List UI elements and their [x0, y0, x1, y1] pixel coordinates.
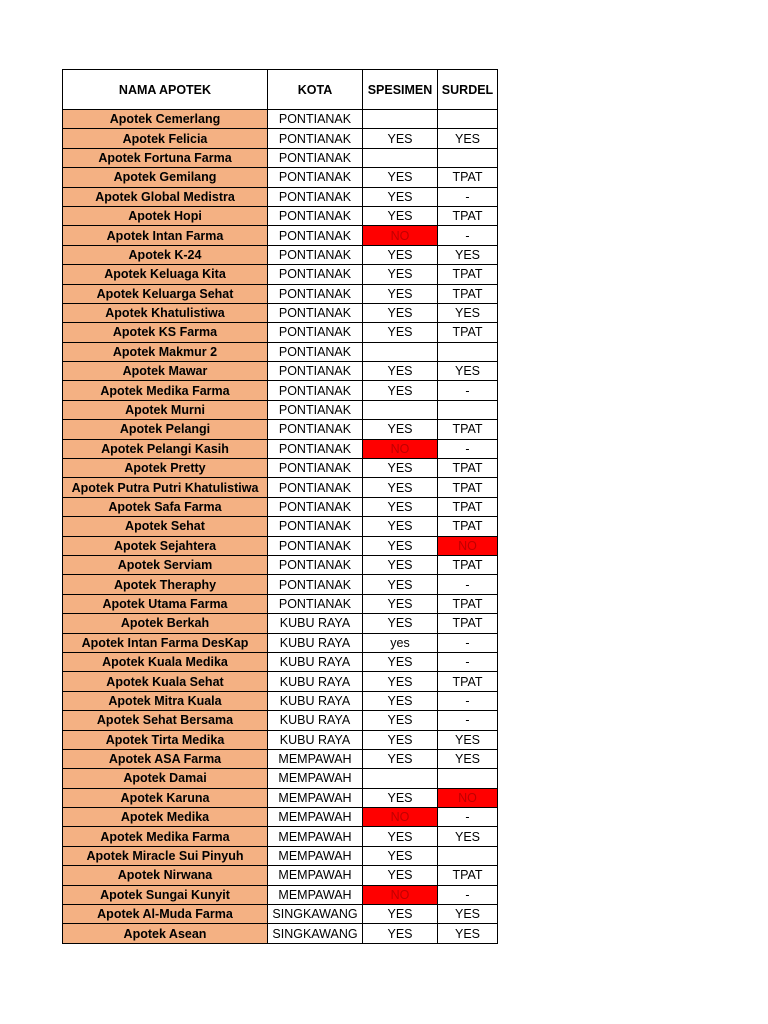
kota-cell: PONTIANAK [268, 497, 363, 516]
kota-cell: PONTIANAK [268, 517, 363, 536]
name-cell: Apotek Utama Farma [63, 594, 268, 613]
surdel-cell [438, 110, 498, 129]
name-cell: Apotek Kuala Sehat [63, 672, 268, 691]
kota-cell: PONTIANAK [268, 439, 363, 458]
surdel-cell: TPAT [438, 866, 498, 885]
table-row [63, 168, 498, 187]
table-row [63, 788, 498, 807]
kota-cell: PONTIANAK [268, 536, 363, 555]
surdel-cell: TPAT [438, 420, 498, 439]
spesimen-cell: NO [363, 885, 438, 904]
table-row [63, 362, 498, 381]
name-cell: Apotek Makmur 2 [63, 342, 268, 361]
spesimen-cell [363, 342, 438, 361]
surdel-cell [438, 769, 498, 788]
header-surdel: SURDEL [438, 70, 498, 110]
surdel-cell: TPAT [438, 478, 498, 497]
kota-cell: PONTIANAK [268, 226, 363, 245]
kota-cell: MEMPAWAH [268, 866, 363, 885]
spesimen-cell: YES [363, 362, 438, 381]
table-row [63, 711, 498, 730]
name-cell: Apotek Hopi [63, 206, 268, 225]
table-row [63, 342, 498, 361]
surdel-cell: YES [438, 129, 498, 148]
name-cell: Apotek Berkah [63, 614, 268, 633]
spesimen-cell: YES [363, 788, 438, 807]
name-cell: Apotek Intan Farma DesKap [63, 633, 268, 652]
header-spesimen: SPESIMEN [363, 70, 438, 110]
pharmacy-table [62, 69, 498, 944]
spesimen-cell: yes [363, 633, 438, 652]
surdel-cell: - [438, 381, 498, 400]
table-row [63, 284, 498, 303]
spesimen-cell [363, 400, 438, 419]
table-row [63, 866, 498, 885]
kota-cell: MEMPAWAH [268, 827, 363, 846]
surdel-cell: YES [438, 905, 498, 924]
surdel-cell: TPAT [438, 206, 498, 225]
name-cell: Apotek Sejahtera [63, 536, 268, 555]
kota-cell: PONTIANAK [268, 478, 363, 497]
table-row [63, 769, 498, 788]
spesimen-cell: YES [363, 381, 438, 400]
table-row [63, 420, 498, 439]
kota-cell: SINGKAWANG [268, 905, 363, 924]
surdel-cell: - [438, 885, 498, 904]
name-cell: Apotek Sehat [63, 517, 268, 536]
table-row [63, 652, 498, 671]
kota-cell: KUBU RAYA [268, 614, 363, 633]
surdel-cell [438, 846, 498, 865]
spesimen-cell: YES [363, 303, 438, 322]
table-row [63, 730, 498, 749]
spesimen-cell: YES [363, 827, 438, 846]
surdel-cell: TPAT [438, 459, 498, 478]
spesimen-cell: YES [363, 575, 438, 594]
surdel-cell [438, 400, 498, 419]
surdel-cell: YES [438, 730, 498, 749]
kota-cell: PONTIANAK [268, 459, 363, 478]
table-row [63, 381, 498, 400]
kota-cell: PONTIANAK [268, 284, 363, 303]
kota-cell: PONTIANAK [268, 381, 363, 400]
table-row [63, 749, 498, 768]
table-row [63, 614, 498, 633]
surdel-cell: TPAT [438, 555, 498, 574]
table-row [63, 691, 498, 710]
spesimen-cell [363, 148, 438, 167]
table-row [63, 265, 498, 284]
name-cell: Apotek Medika Farma [63, 381, 268, 400]
spesimen-cell: YES [363, 924, 438, 943]
surdel-cell: YES [438, 924, 498, 943]
spesimen-cell: YES [363, 206, 438, 225]
header-kota: KOTA [268, 70, 363, 110]
surdel-cell: YES [438, 749, 498, 768]
table-row [63, 808, 498, 827]
spesimen-cell: YES [363, 497, 438, 516]
spesimen-cell: YES [363, 866, 438, 885]
kota-cell: KUBU RAYA [268, 672, 363, 691]
surdel-cell: NO [438, 788, 498, 807]
name-cell: Apotek Sehat Bersama [63, 711, 268, 730]
kota-cell: PONTIANAK [268, 323, 363, 342]
spesimen-cell: YES [363, 905, 438, 924]
surdel-cell: - [438, 691, 498, 710]
table-row [63, 517, 498, 536]
spesimen-cell: YES [363, 846, 438, 865]
spesimen-cell: NO [363, 439, 438, 458]
table-row [63, 594, 498, 613]
spesimen-cell: YES [363, 711, 438, 730]
surdel-cell: - [438, 575, 498, 594]
name-cell: Apotek Sungai Kunyit [63, 885, 268, 904]
spesimen-cell: YES [363, 730, 438, 749]
kota-cell: PONTIANAK [268, 187, 363, 206]
name-cell: Apotek KS Farma [63, 323, 268, 342]
kota-cell: PONTIANAK [268, 110, 363, 129]
kota-cell: KUBU RAYA [268, 633, 363, 652]
surdel-cell: TPAT [438, 284, 498, 303]
table-row [63, 827, 498, 846]
kota-cell: KUBU RAYA [268, 730, 363, 749]
name-cell: Apotek Pelangi Kasih [63, 439, 268, 458]
surdel-cell [438, 342, 498, 361]
spesimen-cell: YES [363, 691, 438, 710]
table-row [63, 148, 498, 167]
name-cell: Apotek Al-Muda Farma [63, 905, 268, 924]
surdel-cell: - [438, 226, 498, 245]
surdel-cell: TPAT [438, 323, 498, 342]
kota-cell: MEMPAWAH [268, 749, 363, 768]
surdel-cell: YES [438, 245, 498, 264]
spesimen-cell: YES [363, 284, 438, 303]
name-cell: Apotek Theraphy [63, 575, 268, 594]
kota-cell: MEMPAWAH [268, 846, 363, 865]
kota-cell: PONTIANAK [268, 362, 363, 381]
surdel-cell: - [438, 652, 498, 671]
kota-cell: PONTIANAK [268, 342, 363, 361]
kota-cell: PONTIANAK [268, 129, 363, 148]
table-row [63, 400, 498, 419]
kota-cell: PONTIANAK [268, 265, 363, 284]
name-cell: Apotek Global Medistra [63, 187, 268, 206]
spesimen-cell: YES [363, 265, 438, 284]
surdel-cell: TPAT [438, 265, 498, 284]
kota-cell: KUBU RAYA [268, 691, 363, 710]
table-row [63, 846, 498, 865]
name-cell: Apotek Medika [63, 808, 268, 827]
surdel-cell: NO [438, 536, 498, 555]
name-cell: Apotek ASA Farma [63, 749, 268, 768]
surdel-cell: - [438, 187, 498, 206]
spesimen-cell: YES [363, 187, 438, 206]
name-cell: Apotek Karuna [63, 788, 268, 807]
name-cell: Apotek Serviam [63, 555, 268, 574]
header-row [63, 70, 498, 110]
spesimen-cell: YES [363, 614, 438, 633]
table-row [63, 885, 498, 904]
spesimen-cell: YES [363, 168, 438, 187]
spesimen-cell: YES [363, 420, 438, 439]
spesimen-cell: YES [363, 749, 438, 768]
surdel-cell: - [438, 711, 498, 730]
kota-cell: MEMPAWAH [268, 769, 363, 788]
name-cell: Apotek Keluaga Kita [63, 265, 268, 284]
spesimen-cell: NO [363, 226, 438, 245]
surdel-cell: TPAT [438, 517, 498, 536]
name-cell: Apotek Fortuna Farma [63, 148, 268, 167]
name-cell: Apotek Cemerlang [63, 110, 268, 129]
table-row [63, 672, 498, 691]
table-row [63, 924, 498, 943]
kota-cell: PONTIANAK [268, 400, 363, 419]
name-cell: Apotek Nirwana [63, 866, 268, 885]
table-row [63, 245, 498, 264]
kota-cell: PONTIANAK [268, 594, 363, 613]
kota-cell: MEMPAWAH [268, 885, 363, 904]
name-cell: Apotek Mitra Kuala [63, 691, 268, 710]
spesimen-cell [363, 769, 438, 788]
table-row [63, 303, 498, 322]
name-cell: Apotek Felicia [63, 129, 268, 148]
surdel-cell: - [438, 439, 498, 458]
surdel-cell: TPAT [438, 497, 498, 516]
surdel-cell: TPAT [438, 594, 498, 613]
kota-cell: PONTIANAK [268, 303, 363, 322]
kota-cell: PONTIANAK [268, 575, 363, 594]
kota-cell: PONTIANAK [268, 555, 363, 574]
name-cell: Apotek Mawar [63, 362, 268, 381]
kota-cell: PONTIANAK [268, 168, 363, 187]
name-cell: Apotek Pelangi [63, 420, 268, 439]
surdel-cell: YES [438, 303, 498, 322]
table-row [63, 459, 498, 478]
spesimen-cell: YES [363, 323, 438, 342]
kota-cell: MEMPAWAH [268, 788, 363, 807]
name-cell: Apotek Asean [63, 924, 268, 943]
surdel-cell: YES [438, 362, 498, 381]
name-cell: Apotek Murni [63, 400, 268, 419]
surdel-cell: YES [438, 827, 498, 846]
surdel-cell: TPAT [438, 614, 498, 633]
kota-cell: SINGKAWANG [268, 924, 363, 943]
table-row [63, 536, 498, 555]
name-cell: Apotek Damai [63, 769, 268, 788]
table-row [63, 905, 498, 924]
table-row [63, 323, 498, 342]
name-cell: Apotek K-24 [63, 245, 268, 264]
surdel-cell [438, 148, 498, 167]
name-cell: Apotek Putra Putri Khatulistiwa [63, 478, 268, 497]
table-row [63, 206, 498, 225]
name-cell: Apotek Tirta Medika [63, 730, 268, 749]
kota-cell: KUBU RAYA [268, 711, 363, 730]
kota-cell: MEMPAWAH [268, 808, 363, 827]
name-cell: Apotek Kuala Medika [63, 652, 268, 671]
name-cell: Apotek Khatulistiwa [63, 303, 268, 322]
table-row [63, 110, 498, 129]
header-nama-apotek: NAMA APOTEK [63, 70, 268, 110]
spesimen-cell: YES [363, 536, 438, 555]
table-row [63, 226, 498, 245]
name-cell: Apotek Miracle Sui Pinyuh [63, 846, 268, 865]
spesimen-cell: YES [363, 129, 438, 148]
table-row [63, 555, 498, 574]
name-cell: Apotek Safa Farma [63, 497, 268, 516]
table-row [63, 187, 498, 206]
table-row [63, 575, 498, 594]
spesimen-cell: NO [363, 808, 438, 827]
name-cell: Apotek Keluarga Sehat [63, 284, 268, 303]
kota-cell: PONTIANAK [268, 420, 363, 439]
table-row [63, 478, 498, 497]
kota-cell: PONTIANAK [268, 245, 363, 264]
name-cell: Apotek Medika Farma [63, 827, 268, 846]
spesimen-cell: YES [363, 594, 438, 613]
kota-cell: PONTIANAK [268, 206, 363, 225]
table-row [63, 129, 498, 148]
kota-cell: KUBU RAYA [268, 652, 363, 671]
spesimen-cell: YES [363, 245, 438, 264]
spesimen-cell: YES [363, 672, 438, 691]
surdel-cell: TPAT [438, 672, 498, 691]
table-row [63, 497, 498, 516]
surdel-cell: TPAT [438, 168, 498, 187]
spesimen-cell [363, 110, 438, 129]
surdel-cell: - [438, 808, 498, 827]
spesimen-cell: YES [363, 652, 438, 671]
table-row [63, 439, 498, 458]
name-cell: Apotek Intan Farma [63, 226, 268, 245]
surdel-cell: - [438, 633, 498, 652]
name-cell: Apotek Pretty [63, 459, 268, 478]
spesimen-cell: YES [363, 555, 438, 574]
spesimen-cell: YES [363, 517, 438, 536]
spesimen-cell: YES [363, 478, 438, 497]
kota-cell: PONTIANAK [268, 148, 363, 167]
spesimen-cell: YES [363, 459, 438, 478]
name-cell: Apotek Gemilang [63, 168, 268, 187]
table-row [63, 633, 498, 652]
